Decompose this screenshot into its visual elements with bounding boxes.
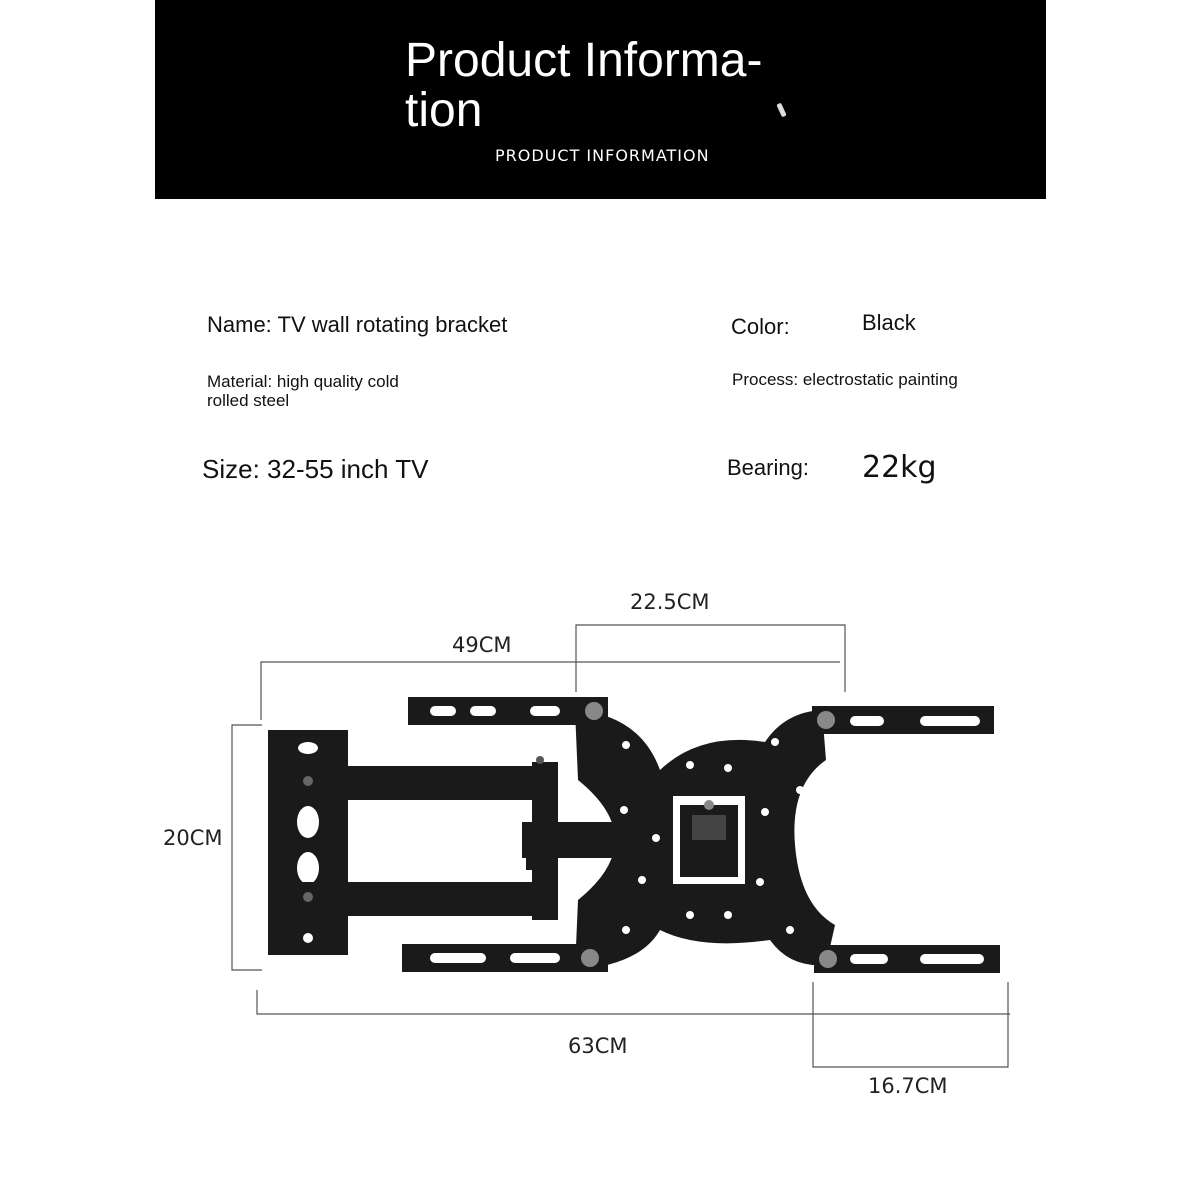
spec-name: Name: TV wall rotating bracket (207, 312, 508, 337)
bracket-arm-bottom-left (402, 944, 608, 972)
spec-material: Material: high quality cold rolled steel (207, 372, 399, 410)
dimension-line-top-arm (576, 625, 845, 692)
bracket-arm-top-right (812, 706, 994, 734)
bracket-arm-bottom-right (814, 945, 1000, 973)
spec-bearing-label: Bearing: (727, 455, 809, 480)
dimension-label-extension: 49CM (452, 633, 512, 657)
center-tilt-mount (673, 796, 745, 884)
wall-plate (268, 730, 348, 955)
bracket-arm-top-left (408, 697, 608, 725)
spec-color-label: Color: (731, 314, 790, 339)
dimension-line-total (257, 990, 1010, 1014)
dimension-label-height: 20CM (163, 826, 223, 850)
dimension-label-total: 63CM (568, 1034, 628, 1058)
spec-color-value: Black (862, 310, 916, 335)
dimension-line-height (232, 725, 262, 970)
dimension-line-bracket (813, 982, 1008, 1067)
dimension-label-top-arm: 22.5CM (630, 590, 710, 614)
dimension-label-bracket: 16.7CM (868, 1074, 948, 1098)
page-title: Product Informa-tion (405, 34, 763, 137)
spec-bearing-value: 22kg (862, 450, 937, 485)
page-subtitle: PRODUCT INFORMATION (495, 146, 710, 165)
spec-process: Process: electrostatic painting (732, 370, 958, 389)
spec-size: Size: 32-55 inch TV (202, 454, 429, 484)
